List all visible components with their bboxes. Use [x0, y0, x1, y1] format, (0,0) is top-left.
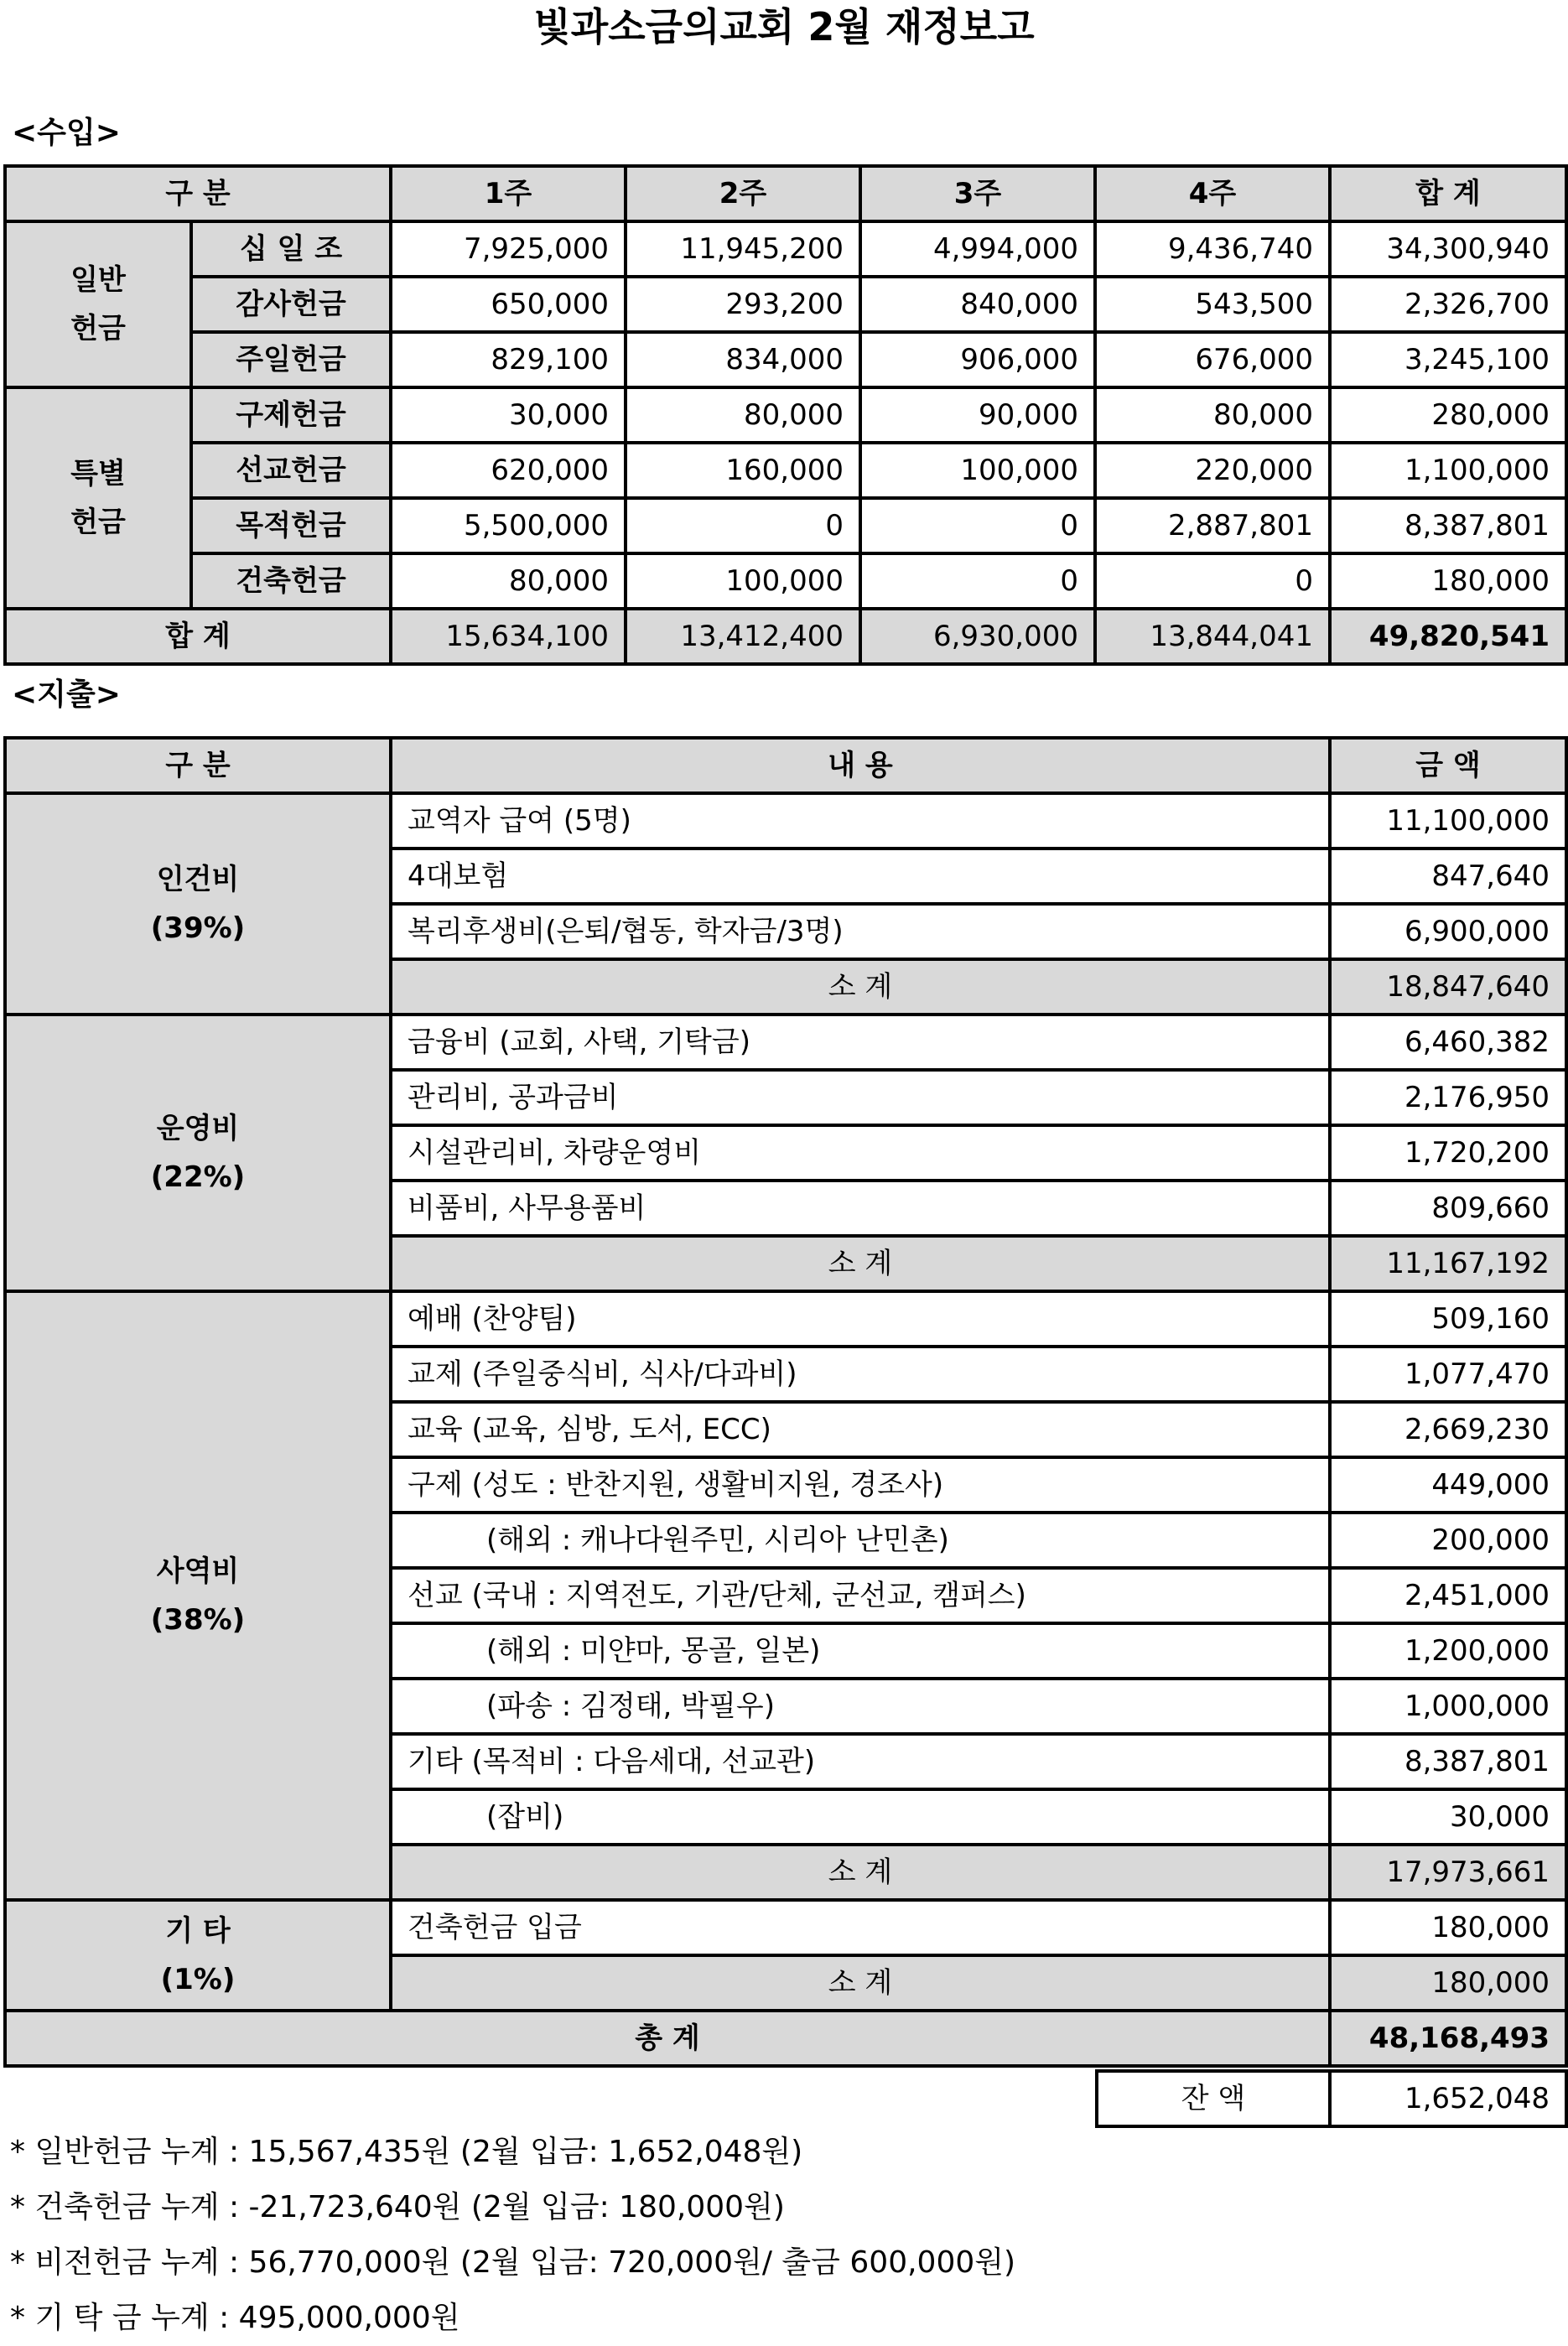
expense-item-amount: 30,000	[1330, 1789, 1566, 1845]
balance-row	[1097, 2071, 1566, 2126]
income-item-label: 선교헌금	[191, 443, 391, 498]
income-header-row	[5, 166, 1566, 221]
income-row	[5, 277, 1566, 332]
expense-subtotal-value: 11,167,192	[1330, 1236, 1566, 1291]
expense-header-category: 구 분	[5, 738, 391, 793]
income-item-label: 구제헌금	[191, 387, 391, 443]
expense-item-desc: 관리비, 공과금비	[391, 1070, 1330, 1125]
income-value-w3: 906,000	[860, 332, 1095, 387]
income-item-label: 목적헌금	[191, 498, 391, 553]
expense-item-amount: 200,000	[1330, 1513, 1566, 1568]
expense-row	[5, 1291, 1566, 1347]
expense-subtotal-value: 17,973,661	[1330, 1845, 1566, 1900]
income-value-w4: 676,000	[1095, 332, 1330, 387]
income-value-w3: 90,000	[860, 387, 1095, 443]
income-value-w1: 650,000	[391, 277, 626, 332]
expense-item-amount: 809,660	[1330, 1181, 1566, 1236]
income-value-w3: 4,994,000	[860, 221, 1095, 277]
expense-group-percent: (39%)	[150, 911, 246, 945]
income-value-w4: 9,436,740	[1095, 221, 1330, 277]
income-total-w1: 15,634,100	[391, 609, 626, 664]
income-value-w2: 0	[626, 498, 860, 553]
expense-header-row	[5, 738, 1566, 793]
income-table	[3, 164, 1568, 666]
income-group-name: 특별 헌금	[5, 387, 191, 609]
expense-item-desc: 금융비 (교회, 사택, 기탁금)	[391, 1015, 1330, 1070]
income-item-label: 십 일 조	[191, 221, 391, 277]
income-value-w2: 100,000	[626, 553, 860, 609]
expense-subtotal-label: 소 계	[391, 1236, 1330, 1291]
expense-item-amount: 8,387,801	[1330, 1734, 1566, 1789]
expense-item-desc: (해외 : 캐나다원주민, 시리아 난민촌)	[391, 1513, 1330, 1568]
income-header-w4: 4주	[1095, 166, 1330, 221]
income-value-total: 8,387,801	[1330, 498, 1566, 553]
expense-grand-total: 48,168,493	[1330, 2011, 1566, 2066]
expense-item-desc: 건축헌금 입금	[391, 1900, 1330, 1955]
income-value-w3: 100,000	[860, 443, 1095, 498]
income-row	[5, 387, 1566, 443]
expense-group-cell	[5, 793, 391, 1015]
expense-header-content: 내 용	[391, 738, 1330, 793]
income-item-label: 건축헌금	[191, 553, 391, 609]
balance-label: 잔 액	[1097, 2071, 1330, 2126]
note-line: * 건축헌금 누계 : -21,723,640원 (2월 입금: 180,000원)	[10, 2190, 785, 2224]
income-total-row	[5, 609, 1566, 664]
expense-section-label: <지출>	[12, 677, 121, 712]
income-header-total: 합 계	[1330, 166, 1566, 221]
expense-item-desc: (잡비)	[391, 1789, 1330, 1845]
expense-item-amount: 1,200,000	[1330, 1623, 1566, 1679]
expense-item-amount: 449,000	[1330, 1457, 1566, 1513]
expense-group-cell	[5, 1900, 391, 2011]
balance-table	[1095, 2069, 1568, 2128]
income-row	[5, 221, 1566, 277]
income-value-total: 180,000	[1330, 553, 1566, 609]
income-header-w3: 3주	[860, 166, 1095, 221]
expense-item-desc: 구제 (성도 : 반찬지원, 생활비지원, 경조사)	[391, 1457, 1330, 1513]
expense-total-row	[5, 2011, 1566, 2066]
expense-item-desc: (해외 : 미얀마, 몽골, 일본)	[391, 1623, 1330, 1679]
income-row	[5, 443, 1566, 498]
expense-row	[5, 1900, 1566, 1955]
income-section-label: <수입>	[12, 116, 121, 150]
income-value-w1: 7,925,000	[391, 221, 626, 277]
expense-subtotal-value: 18,847,640	[1330, 959, 1566, 1015]
income-item-label: 주일헌금	[191, 332, 391, 387]
income-item-label: 감사헌금	[191, 277, 391, 332]
income-value-total: 280,000	[1330, 387, 1566, 443]
expense-item-desc: 선교 (국내 : 지역전도, 기관/단체, 군선교, 캠퍼스)	[391, 1568, 1330, 1623]
income-total-w2: 13,412,400	[626, 609, 860, 664]
expense-subtotal-label: 소 계	[391, 1845, 1330, 1900]
expense-item-amount: 2,176,950	[1330, 1070, 1566, 1125]
expense-item-amount: 509,160	[1330, 1291, 1566, 1347]
income-row	[5, 553, 1566, 609]
expense-item-amount: 2,451,000	[1330, 1568, 1566, 1623]
expense-item-desc: 시설관리비, 차량운영비	[391, 1125, 1330, 1181]
expense-group-cell	[5, 1291, 391, 1900]
income-value-w4: 220,000	[1095, 443, 1330, 498]
expense-group-percent: (38%)	[150, 1603, 246, 1637]
expense-item-amount: 6,900,000	[1330, 904, 1566, 959]
income-value-w3: 840,000	[860, 277, 1095, 332]
expense-total-label: 총 계	[5, 2011, 1330, 2066]
income-value-w2: 80,000	[626, 387, 860, 443]
expense-item-desc: 예배 (찬양팀)	[391, 1291, 1330, 1347]
expense-item-amount: 847,640	[1330, 849, 1566, 904]
income-total-label: 합 계	[5, 609, 391, 664]
notes	[10, 2125, 1015, 2346]
expense-group-name: 사역비	[156, 1554, 240, 1588]
income-grand-total: 49,820,541	[1330, 609, 1566, 664]
income-value-total: 3,245,100	[1330, 332, 1566, 387]
expense-item-desc: 복리후생비(은퇴/협동, 학자금/3명)	[391, 904, 1330, 959]
income-value-w2: 834,000	[626, 332, 860, 387]
income-value-w3: 0	[860, 553, 1095, 609]
expense-item-amount: 1,720,200	[1330, 1125, 1566, 1181]
balance-value: 1,652,048	[1330, 2071, 1566, 2126]
expense-item-desc: 교육 (교육, 심방, 도서, ECC)	[391, 1402, 1330, 1457]
income-value-w2: 293,200	[626, 277, 860, 332]
expense-header-amount: 금 액	[1330, 738, 1566, 793]
income-value-w1: 5,500,000	[391, 498, 626, 553]
income-value-w4: 2,887,801	[1095, 498, 1330, 553]
expense-row	[5, 793, 1566, 849]
income-value-w3: 0	[860, 498, 1095, 553]
expense-item-amount: 11,100,000	[1330, 793, 1566, 849]
expense-group-cell	[5, 1015, 391, 1291]
income-value-w2: 160,000	[626, 443, 860, 498]
income-value-w1: 829,100	[391, 332, 626, 387]
income-value-total: 2,326,700	[1330, 277, 1566, 332]
expense-item-desc: 기타 (목적비 : 다음세대, 선교관)	[391, 1734, 1330, 1789]
note-line: * 일반헌금 누계 : 15,567,435원 (2월 입금: 1,652,048원)	[10, 2135, 803, 2169]
expense-item-amount: 180,000	[1330, 1900, 1566, 1955]
income-row	[5, 332, 1566, 387]
income-value-w1: 30,000	[391, 387, 626, 443]
income-value-w4: 0	[1095, 553, 1330, 609]
expense-group-percent: (1%)	[160, 1963, 236, 1996]
income-header-w2: 2주	[626, 166, 860, 221]
income-total-w4: 13,844,041	[1095, 609, 1330, 664]
expense-table	[3, 736, 1568, 2068]
expense-item-amount: 1,077,470	[1330, 1347, 1566, 1402]
expense-group-name: 인건비	[156, 863, 240, 896]
income-value-w1: 80,000	[391, 553, 626, 609]
expense-item-desc: 교제 (주일중식비, 식사/다과비)	[391, 1347, 1330, 1402]
expense-subtotal-value: 180,000	[1330, 1955, 1566, 2011]
income-value-w2: 11,945,200	[626, 221, 860, 277]
expense-item-amount: 6,460,382	[1330, 1015, 1566, 1070]
income-value-w4: 80,000	[1095, 387, 1330, 443]
expense-group-percent: (22%)	[150, 1160, 246, 1194]
income-total-w3: 6,930,000	[860, 609, 1095, 664]
page-title: 빛과소금의교회 2월 재정보고	[533, 4, 1035, 49]
income-value-w4: 543,500	[1095, 277, 1330, 332]
expense-group-name: 운영비	[156, 1112, 240, 1145]
expense-item-desc: 교역자 급여 (5명)	[391, 793, 1330, 849]
income-group-name: 일반 헌금	[5, 221, 191, 387]
note-line: * 기 탁 금 누계 : 495,000,000원	[10, 2301, 460, 2335]
expense-subtotal-label: 소 계	[391, 959, 1330, 1015]
income-header-category: 구 분	[5, 166, 391, 221]
expense-group-name: 기 타	[165, 1914, 231, 1948]
note-line: * 비전헌금 누계 : 56,770,000원 (2월 입금: 720,000원/ 출금 600,000원)	[10, 2245, 1016, 2280]
expense-subtotal-label: 소 계	[391, 1955, 1330, 2011]
income-value-total: 1,100,000	[1330, 443, 1566, 498]
expense-item-desc: 비품비, 사무용품비	[391, 1181, 1330, 1236]
expense-row	[5, 1015, 1566, 1070]
income-row	[5, 498, 1566, 553]
expense-item-desc: (파송 : 김정태, 박필우)	[391, 1679, 1330, 1734]
income-value-total: 34,300,940	[1330, 221, 1566, 277]
expense-item-amount: 2,669,230	[1330, 1402, 1566, 1457]
income-header-w1: 1주	[391, 166, 626, 221]
expense-item-desc: 4대보험	[391, 849, 1330, 904]
expense-item-amount: 1,000,000	[1330, 1679, 1566, 1734]
income-value-w1: 620,000	[391, 443, 626, 498]
